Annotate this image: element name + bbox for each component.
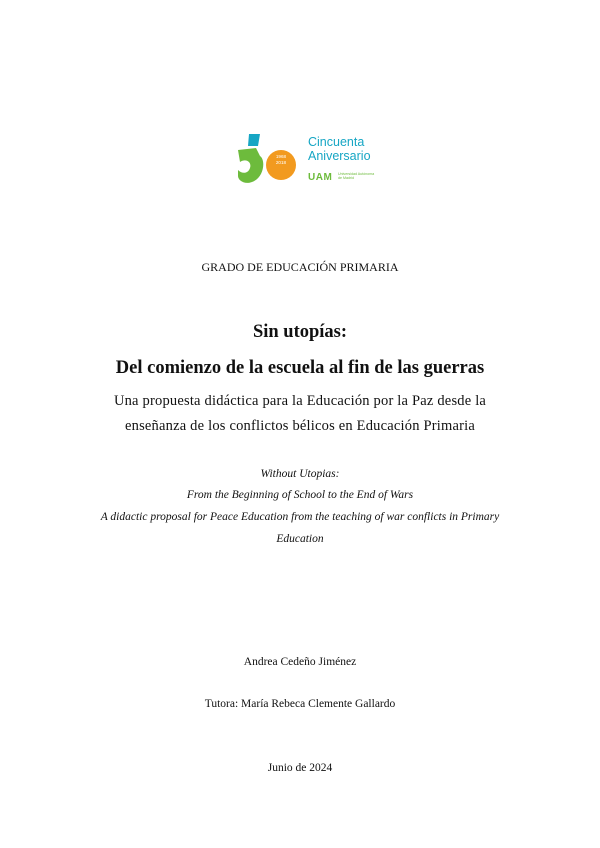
english-subtitle-line-1: A didactic proposal for Peace Education from the teaching of war conflicts in Primary <box>100 511 500 523</box>
english-subtitle-line-2: Education <box>276 533 324 545</box>
title-line-1: Sin utopías: <box>252 322 348 342</box>
logo-year-start: 1968 <box>275 154 287 159</box>
author-name: Andrea Cedeño Jiménez <box>243 656 357 668</box>
uam-logo: UAM <box>308 172 333 183</box>
anniversary-logo <box>236 132 396 190</box>
subtitle-line-2: enseñanza de los conflictos bélicos en Educación Primaria <box>124 418 475 434</box>
english-title-line-1: Without Utopias: <box>260 468 340 480</box>
logo-line-2: Aniversario <box>308 149 371 163</box>
logo-line-1: Cincuenta <box>308 135 365 149</box>
english-title-line-2: From the Beginning of School to the End of Wars <box>186 489 414 501</box>
logo-year-end: 2018 <box>275 159 287 165</box>
submission-date: Junio de 2024 <box>267 762 333 774</box>
tutor-name: Tutora: María Rebeca Clemente Gallardo <box>204 698 396 710</box>
title-line-2: Del comienzo de la escuela al fin de las guerras <box>115 358 485 378</box>
uam-logo-subtext <box>338 172 398 181</box>
subtitle-line-1: Una propuesta didáctica para la Educación por la Paz desde la <box>113 393 487 409</box>
uam-sub-line-2: de Madrid <box>338 176 354 181</box>
uam-sub-line-1: Universidad Autónoma <box>338 172 375 176</box>
degree-name: GRADO DE EDUCACIÓN PRIMARIA <box>201 260 399 274</box>
logo-years <box>270 154 292 165</box>
